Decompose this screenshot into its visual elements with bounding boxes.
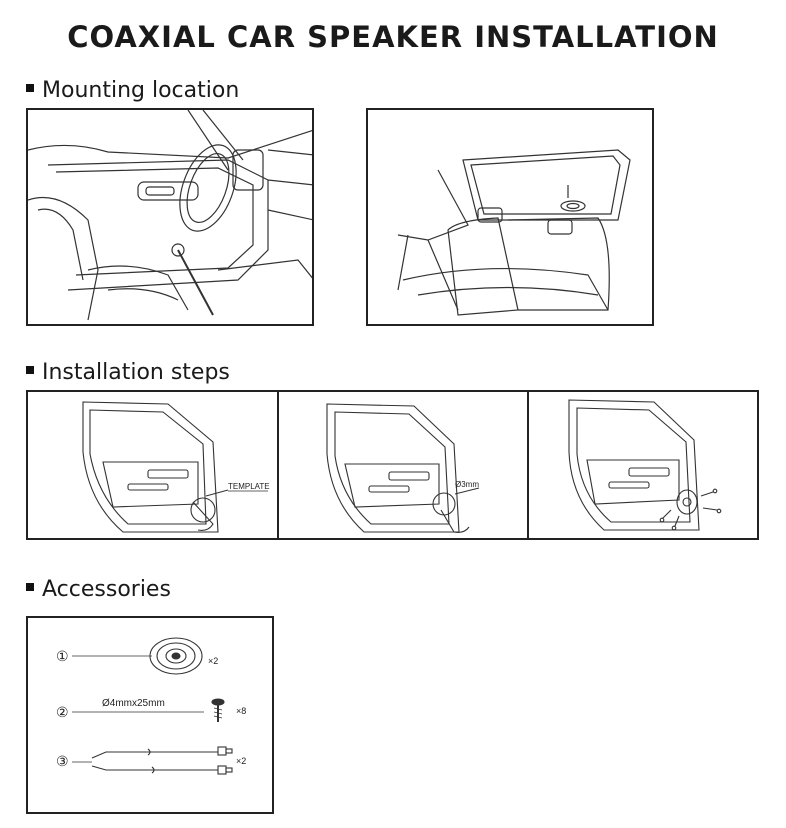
screw-icon: [212, 699, 224, 722]
step-2-drill-icon: [279, 392, 527, 540]
page-title: COAXIAL CAR SPEAKER INSTALLATION: [67, 20, 719, 54]
step-1-template-icon: [28, 392, 276, 540]
accessories-box: [26, 616, 274, 814]
section-label: Mounting location: [42, 78, 240, 103]
drill-size-label: Ø3mm: [455, 480, 479, 489]
section-label: Installation steps: [42, 360, 230, 385]
speaker-quantity: ×2: [208, 656, 219, 666]
item-number: ③: [56, 753, 69, 769]
mounting-front-door-illustration: [26, 108, 314, 326]
speaker-cable-icon: [92, 747, 232, 774]
car-rear-seat-icon: [368, 110, 654, 326]
section-heading-mounting: [26, 78, 239, 103]
item-number: ②: [56, 704, 69, 720]
bullet-icon: [26, 583, 34, 591]
speaker-icon: [150, 638, 202, 674]
installation-steps-strip: [26, 390, 759, 540]
bullet-icon: [26, 366, 34, 374]
screw-quantity: ×8: [236, 706, 247, 716]
cable-quantity: ×2: [236, 756, 247, 766]
mounting-rear-deck-illustration: [366, 108, 654, 326]
car-front-interior-icon: [28, 110, 314, 326]
item-number: ①: [56, 648, 69, 664]
step-3-mount-speaker-icon: [529, 392, 759, 540]
accessories-drawings: [28, 618, 274, 814]
template-label: TEMPLATE: [228, 482, 270, 491]
section-heading-steps: [26, 360, 230, 385]
section-heading-accessories: [26, 577, 171, 602]
section-label: Accessories: [42, 577, 171, 602]
screw-size-label: Ø4mmx25mm: [102, 698, 165, 709]
bullet-icon: [26, 84, 34, 92]
